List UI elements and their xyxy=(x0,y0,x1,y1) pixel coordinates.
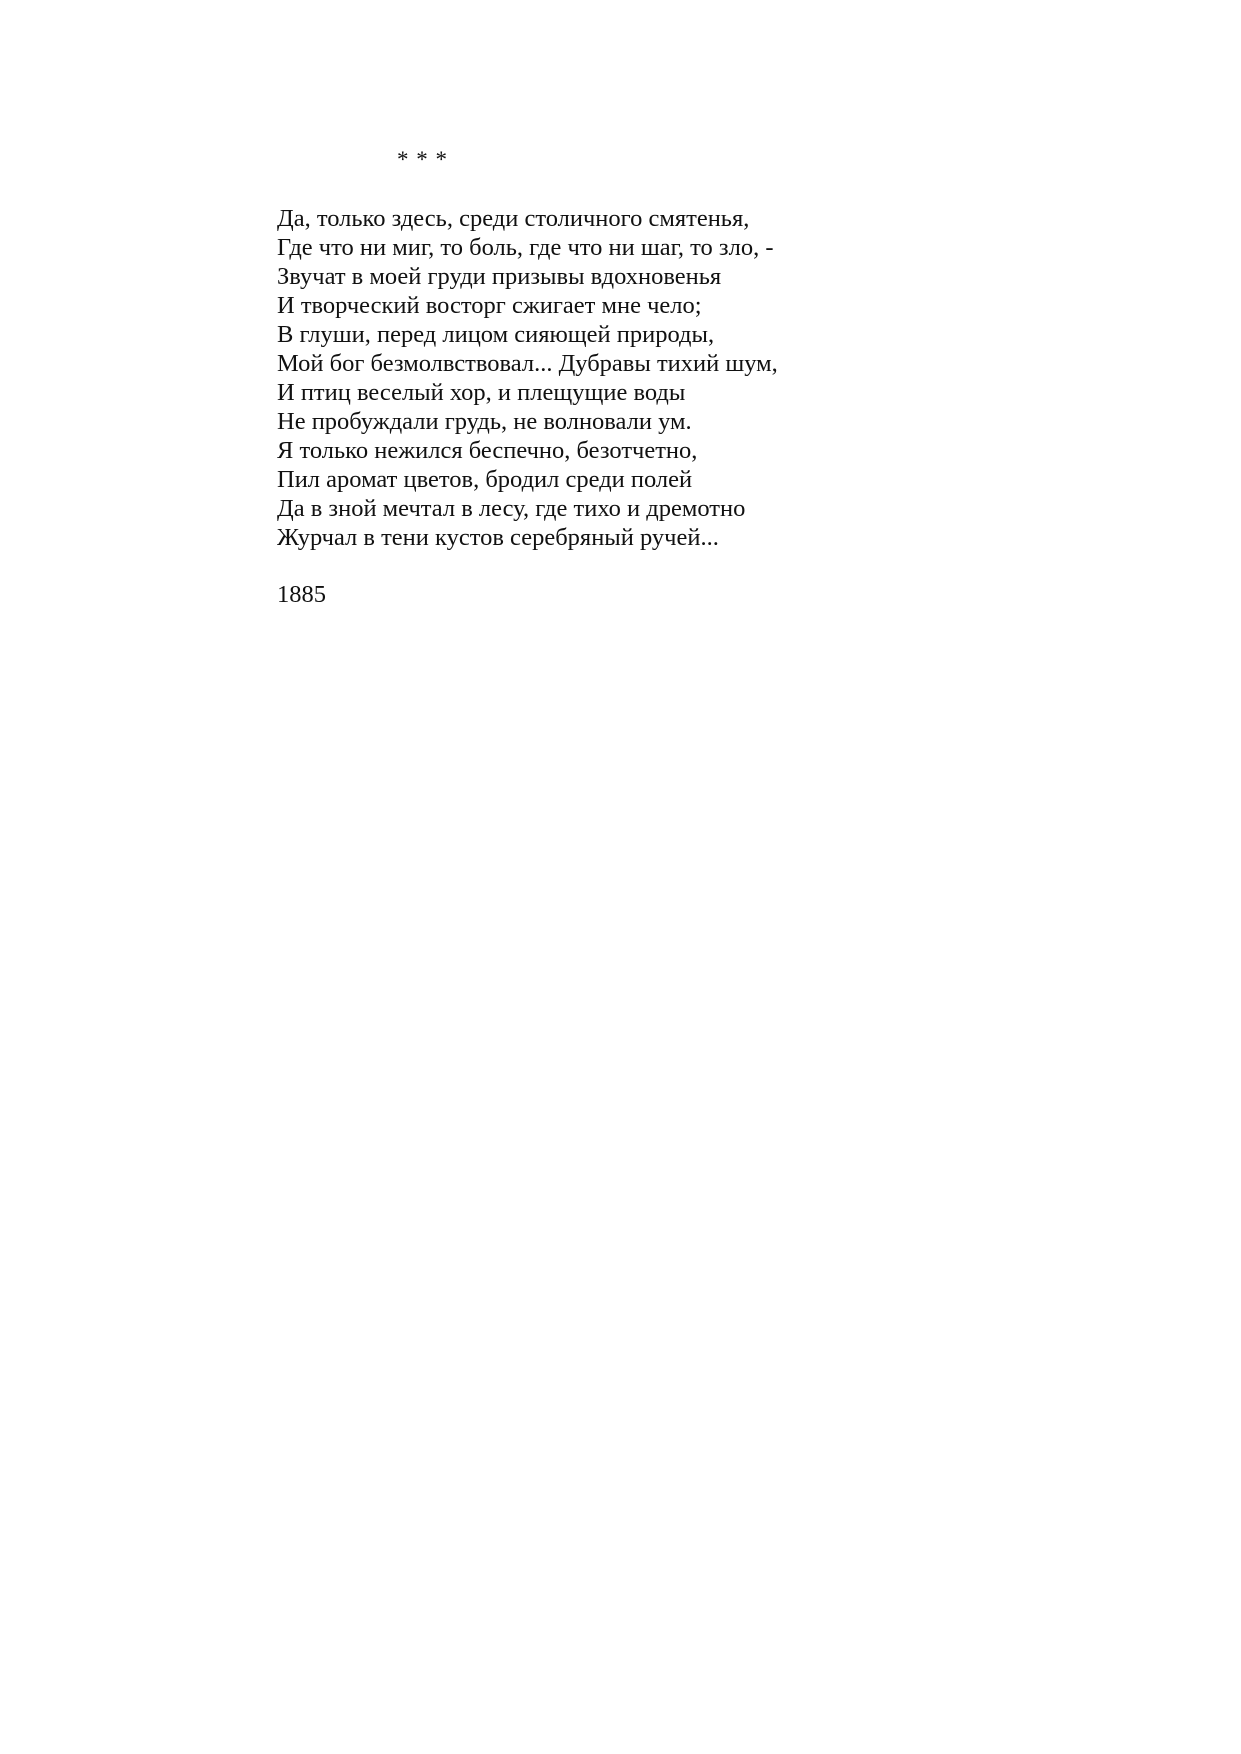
poem-body xyxy=(277,204,778,552)
poem-line: Где что ни миг, то боль, где что ни шаг, то зло, - xyxy=(277,234,774,261)
poem-line: Звучат в моей груди призывы вдохновенья xyxy=(277,263,722,290)
poem-line: Да, только здесь, среди столичного смятенья, xyxy=(277,205,750,232)
poem-line: В глуши, перед лицом сияющей природы, xyxy=(277,321,715,348)
poem-line: Не пробуждали грудь, не волновали ум. xyxy=(277,408,692,435)
poem-line: Я только нежился беспечно, безотчетно, xyxy=(277,437,698,464)
poem-line: Мой бог безмолвствовал... Дубравы тихий шум, xyxy=(277,350,778,377)
poem-line: Да в зной мечтал в лесу, где тихо и дремотно xyxy=(277,495,746,522)
section-separator: * * * xyxy=(397,147,448,172)
poem-line: Журчал в тени кустов серебряный ручей... xyxy=(277,524,719,551)
poem-year: 1885 xyxy=(277,581,326,608)
poem-line: И птиц веселый хор, и плещущие воды xyxy=(277,379,686,406)
poem-line: И творческий восторг сжигает мне чело; xyxy=(277,292,702,319)
poem-line: Пил аромат цветов, бродил среди полей xyxy=(277,466,693,493)
